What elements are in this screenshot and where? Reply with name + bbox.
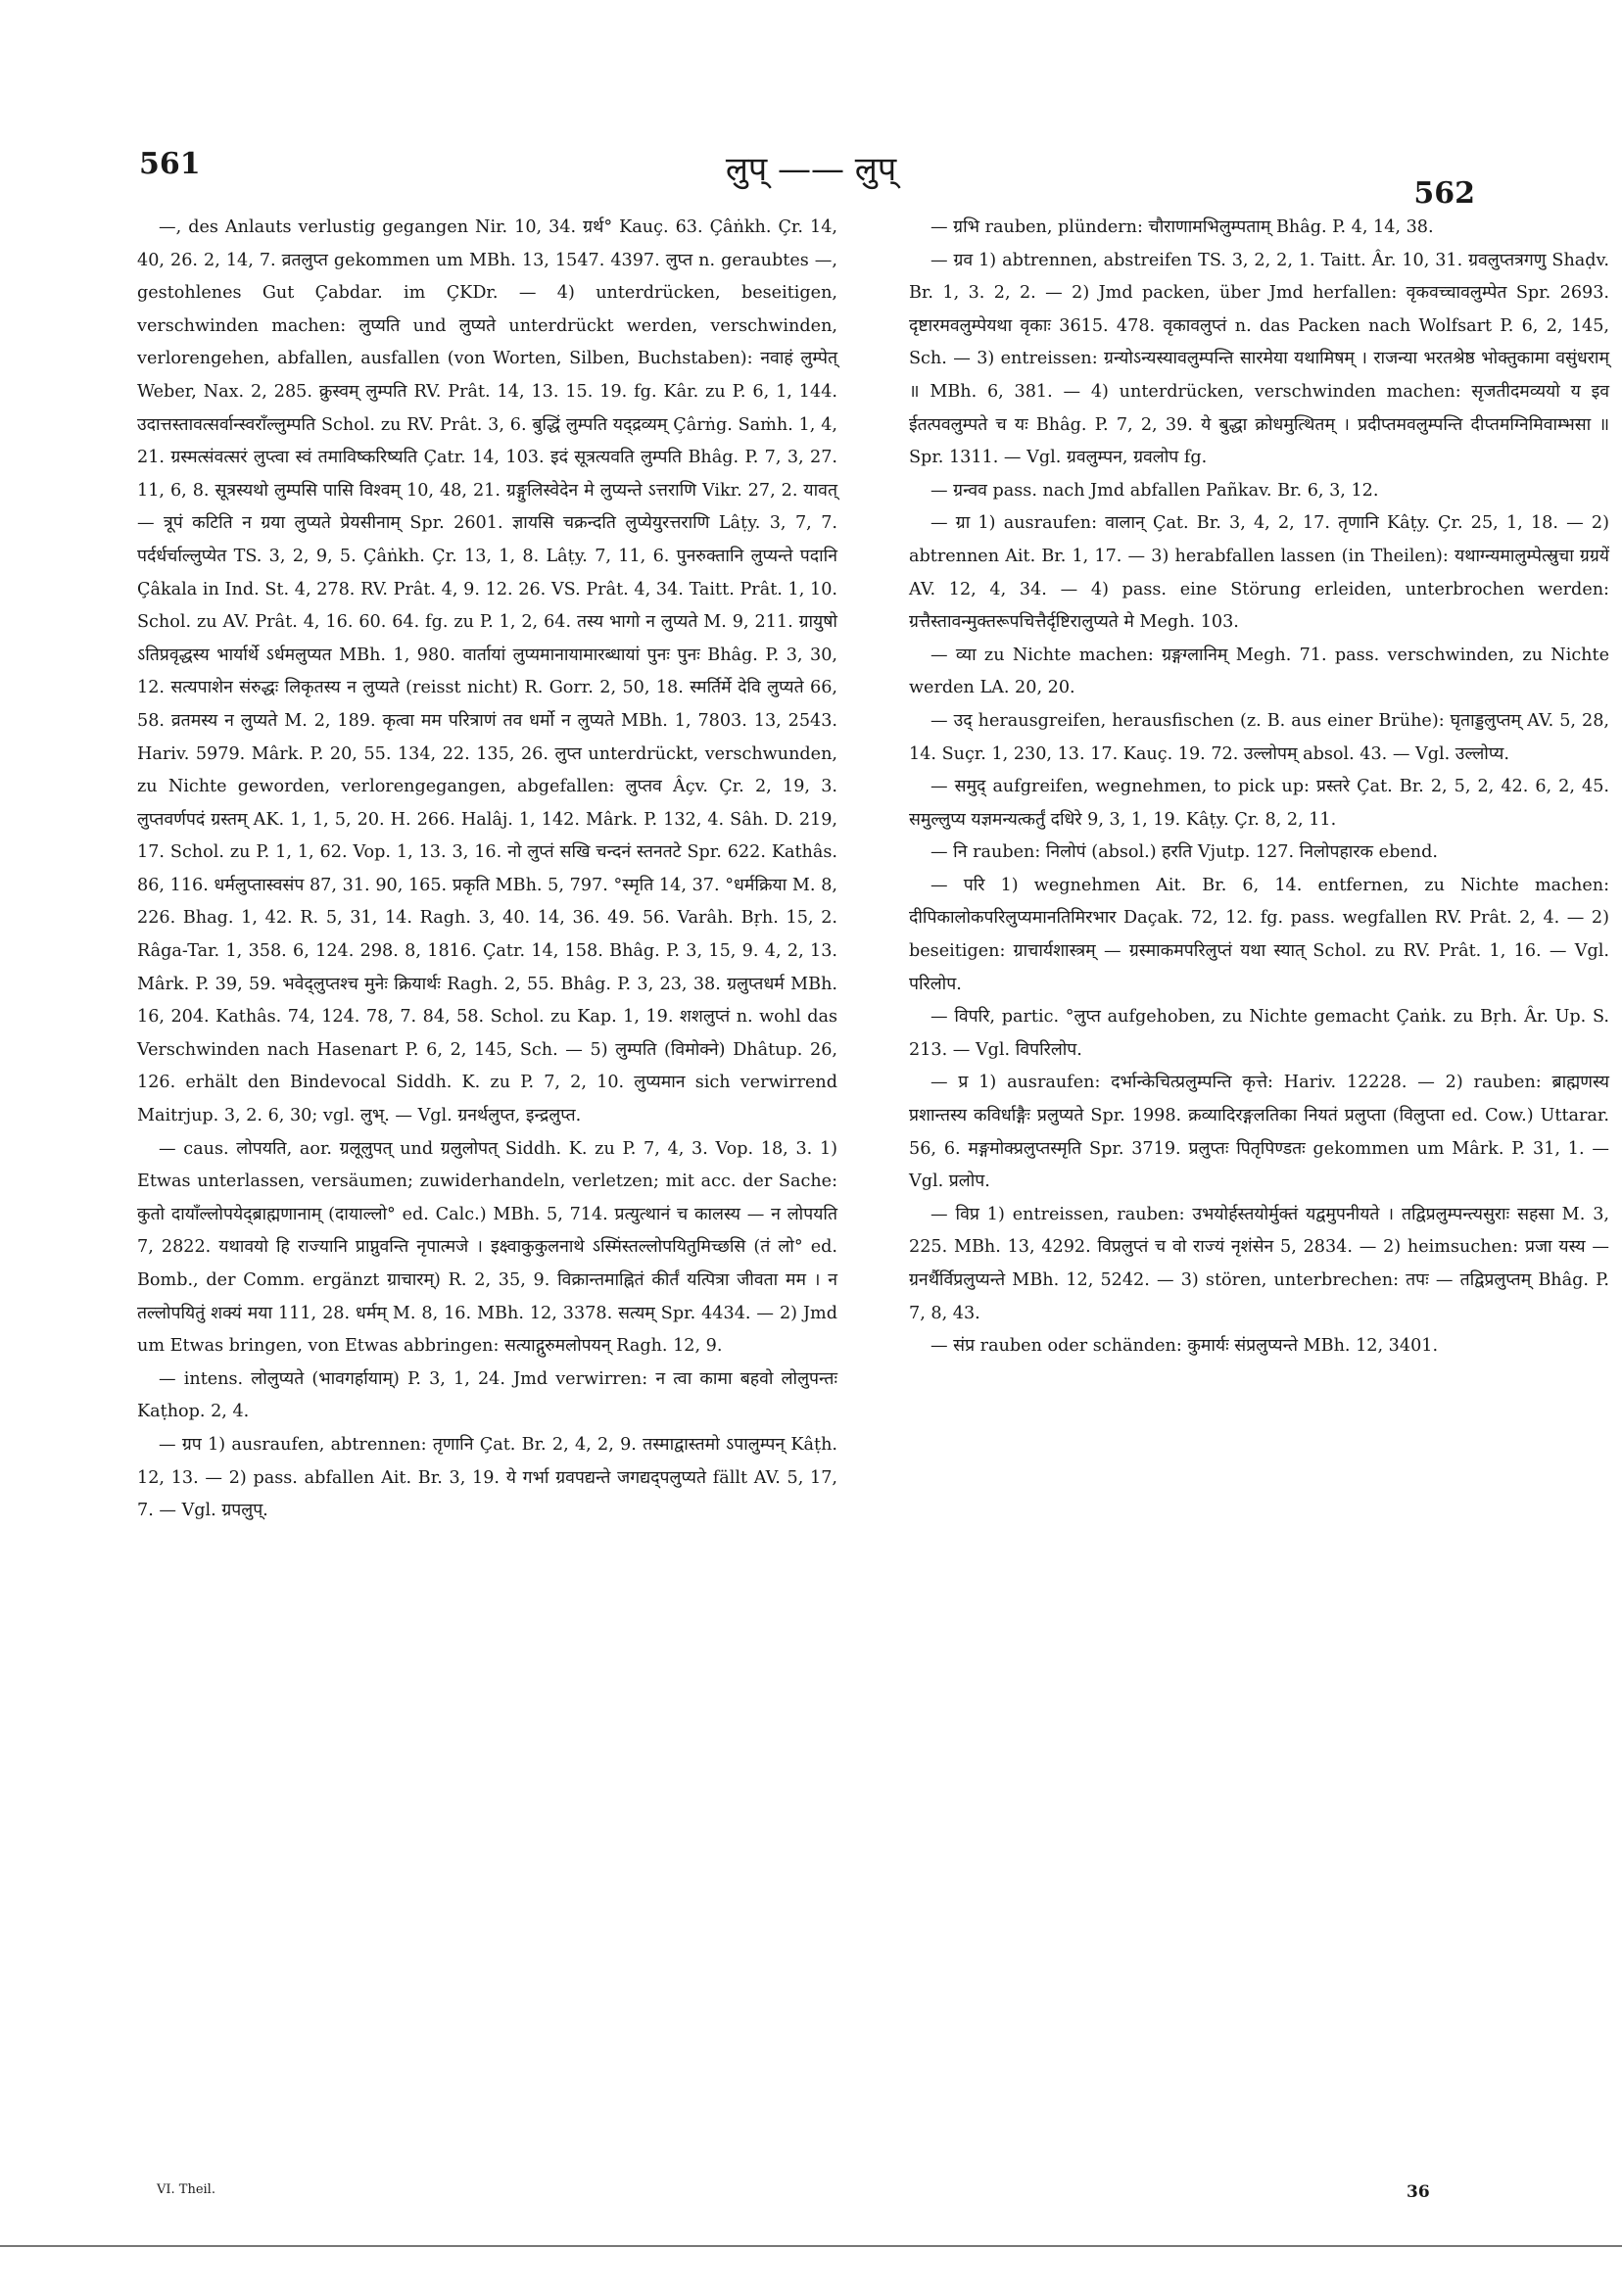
entry-paragraph: — परि 1) wegnehmen Ait. Br. 6, 14. entfernen, zu Nichte machen: दीपिकालोकपरिलुप्यमानतिमिरभार Daçak. 72, 12. fg. pass. wegfallen RV. Prât. 2, 4. — 2) beseitigen: ग्राचार्यशास्त्रम् — ग्रस्माकमपरिलुप्तं यथा स्यात् Schol. zu RV. Prât. 1, 16. — Vgl. परिलोप. bbox=[909, 875, 1609, 994]
entry-paragraph: — विपरि, partic. °लुप्त aufgehoben, zu Nichte gemacht Çaṅk. zu Bṛh. Âr. Up. S. 213. — Vgl. विपरिलोप. bbox=[909, 1007, 1609, 1060]
entry-paragraph: — उद् herausgreifen, herausfischen (z. B. aus einer Brühe): घृताड्डलुप्तम् AV. 5, 28, 14. Suçr. 1, 230, 13. 17. Kauç. 19. 72. उल्लोपम् absol. 43. — Vgl. उल्लोप्य. bbox=[909, 710, 1609, 764]
sheet-number: 36 bbox=[1407, 2182, 1430, 2202]
entry-paragraph: — प्र 1) ausraufen: दर्भान्केचित्प्रलुम्पन्ति कृत्ते: Hariv. 12228. — 2) rauben: ब्राह्मणस्य प्रशान्तस्य कविर्धाङ्गैः प्रलुप्यते Spr. 1998. क्रव्यादिरङ्गलतिका नियतं प्रलुप्ता (विलुप्ता ed. Cow.) Uttarar. 56, 6. मङ्गमोक्प्रलुप्तस्मृति Spr. 3719. प्रलुप्तः पितृपिण्डतः gekommen um Mârk. P. 31, 1. — Vgl. प्रलोप. bbox=[909, 1073, 1609, 1192]
page-number-right: 562 bbox=[1413, 176, 1475, 211]
entry-paragraph: — ग्रव 1) abtrennen, abstreifen TS. 3, 2, 2, 1. Taitt. Âr. 10, 31. ग्रवलुप्तत्रगणु Shaḍv. Br. 1, 3. 2, 2. — 2) Jmd packen, über Jmd herfallen: वृकवच्चावलुम्पेत Spr. 2693. दृष्टारमवलुम्पेयथा वृकाः 3615. 478. वृकावलुप्तं n. das Packen nach Wolfsart P. 6, 2, 145, Sch. — 3) entreissen: ग्रन्योऽन्यस्यावलुम्पन्ति सारमेया यथामिषम् । राजन्या भरतश्रेष्ठ भोक्तुकामा वसुंधराम् ॥ MBh. 6, 381. — 4) unterdrücken, verschwinden machen: सृजतीदमव्ययो य इव ईतत्पवलुम्पते च यः Bhâg. P. 7, 2, 39. ये बुद्धा क्रोधमुत्थितम् । प्रदीप्तमवलुम्पन्ति दीप्तमग्निमिवाम्भसा ॥ Spr. 1311. — Vgl. ग्रवलुम्पन, ग्रवलोप fg. bbox=[909, 250, 1609, 468]
entry-paragraph: — intens. लोलुप्यते (भावगर्हायाम्) P. 3, 1, 24. Jmd verwirren: न त्वा कामा बहवो लोलुपन्तः Kaṭhop. 2, 4. bbox=[137, 1368, 837, 1422]
sheet-signature: VI. Theil. bbox=[157, 2182, 215, 2197]
entry-paragraph: — ग्रन्वव pass. nach Jmd abfallen Pañkav. Br. 6, 3, 12. bbox=[930, 480, 1379, 501]
entry-paragraph: — ग्रा 1) ausraufen: वालान् Çat. Br. 3, 4, 2, 17. तृणानि Kâṭy. Çr. 25, 1, 18. — 2) abtrennen Ait. Br. 1, 17. — 3) herabfallen lassen (in Theilen): यथाग्न्यमालुम्पेत्स्रुचा ग्रग्रयें AV. 12, 4, 34. — 4) pass. eine Störung erleiden, unterbrochen werden: ग्रत्तैस्तावन्मुक्तरूपचित्तैर्दृष्टिरालुप्यते मे Megh. 103. bbox=[909, 513, 1609, 633]
entry-paragraph: — समुद् aufgreifen, wegnehmen, to pick up: प्रस्तरे Çat. Br. 2, 5, 2, 42. 6, 2, 45. समुल्लुप्य यज्ञमन्यत्कर्तुं दधिरे 9, 3, 1, 19. Kâṭy. Çr. 8, 2, 11. bbox=[909, 777, 1609, 830]
entry-paragraph: — विप्र 1) entreissen, rauben: उभयोर्हस्तयोर्मुक्तं यद्वमुपनीयते । तद्विप्रलुम्पन्त्यसुराः सहसा M. 3, 225. MBh. 13, 4292. विप्रलुप्तं च वो राज्यं नृशंसेन 5, 2834. — 2) heimsuchen: प्रजा यस्य — ग्रनर्थैर्विप्रलुप्यन्ते MBh. 12, 5242. — 3) stören, unterbrechen: तपः — तद्विप्रलुप्तम् Bhâg. P. 7, 8, 43. bbox=[909, 1204, 1609, 1323]
entry-paragraph: — व्या zu Nichte machen: ग्रङ्गग्लानिम् Megh. 71. pass. verschwinden, zu Nichte werden LA. 20, 20. bbox=[909, 645, 1609, 698]
entry-paragraph: — संप्र rauben oder schänden: कुमार्यः संप्रलुप्यन्ते MBh. 12, 3401. bbox=[930, 1336, 1439, 1357]
right-column bbox=[909, 212, 1609, 1363]
entry-paragraph: — नि rauben: निलोपं (absol.) हरति Vjutp. 127. निलोपहारक ebend. bbox=[930, 842, 1438, 863]
entry-paragraph: — caus. लोपयति, aor. ग्रलूलुपत् und ग्रलुलोपत् Siddh. K. zu P. 7, 4, 3. Vop. 18, 3. 1) Etwas unterlassen, versäumen; zuwiderhandeln, verletzen; mit acc. der Sache: कुतो दायाँल्लोपयेद्ब्राह्मणानाम् (दायाल्लो° ed. Calc.) MBh. 5, 714. प्रत्युत्थानं च कालस्य — न लोपयति 7, 2822. यथावयो हि राज्यानि प्राप्नुवन्ति नृपात्मजे । इक्ष्वाकुकुलनाथे ऽस्मिंस्तल्लोपयितुमिच्छसि (तं लो° ed. Bomb., der Comm. ergänzt ग्राचारम्) R. 2, 35, 9. विक्रान्तमाह्नितं कीर्तं यत्पित्रा जीवता मम । न तल्लोपयितुं शक्यं मया 111, 28. धर्मम् M. 8, 16. MBh. 12, 3378. सत्यम् Spr. 4434. — 2) Jmd um Etwas bringen, von Etwas abbringen: सत्याद्गुरुमलोपयन् Ragh. 12, 9. bbox=[137, 1138, 837, 1357]
entry-paragraph: — ग्रप 1) ausraufen, abtrennen: तृणानि Çat. Br. 2, 4, 2, 9. तस्माद्वास्तमो ऽपालुम्पन् Kâṭh. 12, 13. — 2) pass. abfallen Ait. Br. 3, 19. ये गर्भा ग्रवपद्यन्ते जगद्यद्पलुप्यते fällt AV. 5, 17, 7. — Vgl. ग्रपलुप्. bbox=[137, 1434, 837, 1521]
entry-paragraph: —, des Anlauts verlustig gegangen Nir. 10, 34. ग्रर्थ° Kauç. 63. Çâṅkh. Çr. 14, 40, 26. 2, 14, 7. व्रतलुप्त gekommen um MBh. 13, 1547. 4397. लुप्त n. geraubtes —, gestohlenes Gut Çabdar. im ÇKDr. — 4) unterdrücken, beseitigen, verschwinden machen: लुप्यति und लुप्यते unterdrückt werden, verschwinden, verlorengehen, abfallen, ausfallen (von Worten, Silben, Buchstaben): नवाहं लुम्पेत् Weber, Nax. 2, 285. क्रुस्वम् लुम्पति RV. Prât. 14, 13. 15. 19. fg. Kâr. zu P. 6, 1, 144. उदात्तस्तावत्सर्वान्स्वराँल्लुम्पति Schol. zu RV. Prât. 3, 6. बुद्धिं लुम्पति यद्द्रव्यम् Çârṅg. Saṁh. 1, 4, 21. ग्रस्मत्संवत्सरं लुप्त्वा स्वं तमाविष्करिष्यति Çatr. 14, 103. इदं सूत्रत्यवति लुम्पति Bhâg. P. 7, 3, 27. 11, 6, 8. सूत्रस्यथो लुम्पसि पासि विश्वम् 10, 48, 21. ग्रङ्गुलिस्वेदेन मे लुप्यन्ते ऽत्तराणि Vikr. 27, 2. यावत् — त्रूपं कटिति न ग्रया लुप्यते प्रेयसीनाम् Spr. 2601. ज्ञायसि चक्रन्दति लुप्येयुरत्तराणि Lâṭy. 3, 7, 7. पर्दर्धर्चाल्लुप्येत TS. 3, 2, 9, 5. Çâṅkh. Çr. 13, 1, 8. Lâṭy. 7, 11, 6. पुनरुक्तानि लुप्यन्ते पदानि Çâkala in Ind. St. 4, 278. RV. Prât. 4, 9. 12. 26. VS. Prât. 4, 34. Taitt. Prât. 1, 10. Schol. zu AV. Prât. 4, 16. 60. 64. fg. zu P. 1, 2, 64. तस्य भागो न लुप्यते M. 9, 211. ग्रायुषो ऽतिप्रवृद्धस्य भार्यार्थे ऽर्धमलुप्यत MBh. 1, 980. वार्तायां लुप्यमानायामारब्धायां पुनः पुनः Bhâg. P. 3, 30, 12. सत्यपाशेन संरुद्धः लिकृतस्य न लुप्यते (reisst nicht) R. Gorr. 2, 50, 18. स्मर्तिर्मे देवि लुप्यते 66, 58. व्रतमस्य न लुप्यते M. 2, 189. कृत्वा मम परित्राणं तव धर्मो न लुप्यते MBh. 1, 7803. 13, 2543. Hariv. 5979. Mârk. P. 20, 55. 134, 22. 135, 26. लुप्त unterdrückt, verschwunden, zu Nichte geworden, verlorengegangen, abgefallen: लुप्तव Âçv. Çr. 2, 19, 3. लुप्तवर्णपदं ग्रस्तम् AK. 1, 1, 5, 20. H. 266. Halâj. 1, 142. Mârk. P. 132, 4. Sâh. D. 219, 17. Schol. zu P. 1, 1, 62. Vop. 1, 13. 3, 16. नो लुप्तं सखि चन्दनं स्तनतटे Spr. 622. Kathâs. 86, 116. धर्मलुप्तास्वसंप 87, 31. 90, 165. प्रकृति MBh. 5, 797. °स्मृति 14, 37. °धर्मक्रिया M. 8, 226. Bhag. 1, 42. R. 5, 31, 14. Ragh. 3, 40. 14, 36. 49. 56. Varâh. Bṛh. 15, 2. Râga-Tar. 1, 358. 6, 124. 298. 8, 1816. Çatr. 14, 158. Bhâg. P. 3, 15, 9. 4, 2, 13. Mârk. P. 39, 59. भवेद्लुप्तश्च मुनेः क्रियार्थः Ragh. 2, 55. Bhâg. P. 3, 23, 38. ग्रलुप्तधर्म MBh. 16, 204. Kathâs. 74, 124. 78, 7. 84, 58. Schol. zu Kap. 1, 19. शशलुप्तं n. wohl das Verschwinden nach Hasenart P. 6, 2, 145, Sch. — 5) लुम्पति (विमोक्ने) Dhâtup. 26, 126. erhält den Bindevocal Siddh. K. zu P. 7, 2, 10. लुप्यमान sich verwirrend Maitrjup. 3, 2. 6, 30; vgl. लुभ्. — Vgl. ग्रनर्थलुप्त, इन्द्रलुप्त. bbox=[137, 217, 837, 1126]
entry-paragraph: — ग्रभि rauben, plündern: चौराणामभिलुम्पताम् Bhâg. P. 4, 14, 38. bbox=[930, 217, 1434, 237]
left-column bbox=[137, 212, 837, 1528]
bottom-rule bbox=[0, 2245, 1622, 2247]
page-number-left: 561 bbox=[139, 147, 201, 181]
page-title: लुप् —— लुप् bbox=[725, 150, 897, 189]
